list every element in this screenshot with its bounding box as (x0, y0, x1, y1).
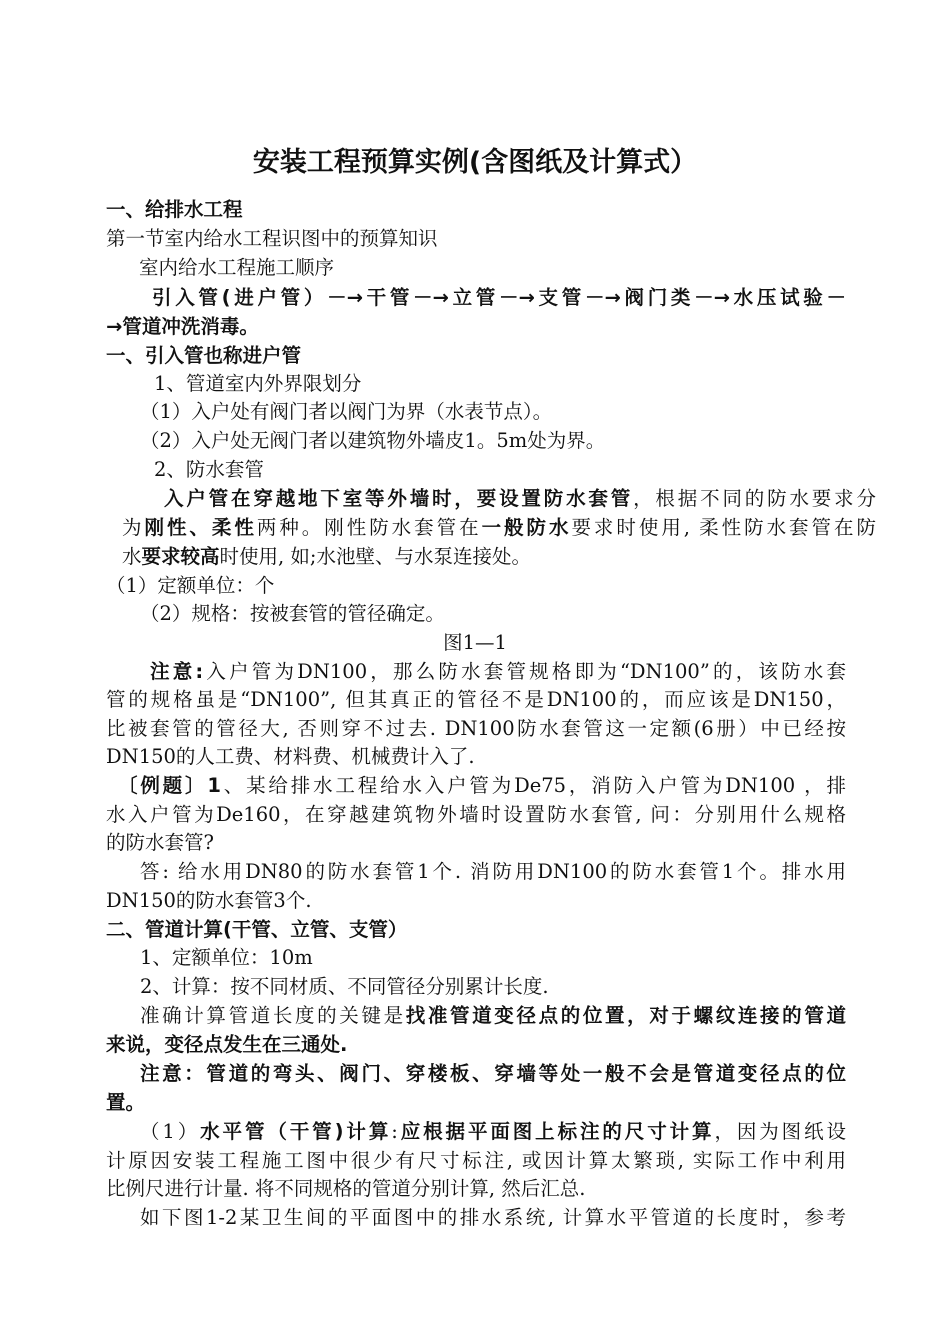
sleeve-para-line-3 (122, 543, 531, 571)
item-boundary-1: （1）入户处有阀门者以阀门为界（水表节点）。 (140, 400, 553, 423)
text: 两种。刚性防水套管在 (256, 516, 482, 539)
key-line-1 (140, 1002, 846, 1030)
document-title: 安装工程预算实例(含图纸及计算式） (252, 147, 698, 178)
text: 、某给排水工程给水入户管为De75，消防入户管为DN100 ，排 (220, 774, 846, 797)
emphasis: 水平管（干管)计算 (200, 1120, 392, 1143)
last-line: 如下图1-2某卫生间的平面图中的排水系统, 计算水平管道的长度时，参考 (140, 1206, 846, 1229)
figure-caption-1-1: 图1—1 (443, 631, 507, 654)
note1-line-3: 比被套管的管径大, 否则穿不过去. DN100防水套管这一定额(6册）中已经按 (106, 717, 846, 740)
section-heading-drainage: 一、给排水工程 (106, 198, 243, 221)
emphasis: 刚性、柔性 (144, 516, 257, 539)
text: : (391, 1120, 398, 1143)
note2-line-1: 注意：管道的弯头、阀门、穿楼板、穿墙等处一般不会是管道变径点的位 (140, 1062, 846, 1085)
text: 水 (122, 545, 142, 568)
horizontal-pipe-line-3: 比例尺进行计量. 将不同规格的管道分别计算, 然后汇总. (106, 1177, 586, 1200)
text: ，因为图纸设 (714, 1120, 846, 1143)
example-line-2: 水入户管为De160，在穿越建筑物外墙时设置防水套管, 问：分别用什么规格 (106, 803, 846, 826)
horizontal-pipe-line-1 (140, 1118, 846, 1146)
text: 为 (122, 516, 145, 539)
item-boundary-2: （2）入户处无阀门者以建筑物外墙皮1。5m处为界。 (140, 429, 606, 452)
emphasis: 应根据平面图上标注的尺寸计算 (397, 1120, 715, 1143)
item-waterproof-sleeve: 2、防水套管 (154, 458, 264, 481)
emphasis: 入户管在穿越地下室等外墙时，要设置防水套管 (164, 487, 634, 510)
note1-line-2: 管的规格虽是“DN100”, 但其真正的管径不是DN100的，而应该是DN150， (106, 688, 846, 711)
note-label: 注意: (150, 660, 204, 683)
text: 准确计算管道长度的关键是 (140, 1004, 406, 1027)
sleeve-para-line-1 (164, 485, 876, 513)
pipe-quota-unit: 1、定额单位：10m (140, 946, 313, 969)
emphasis: 找准管道变径点的位置，对于螺纹连接的管道 (405, 1004, 846, 1027)
key-line-2: 来说，变径点发生在三通处. (106, 1033, 348, 1056)
sequence-line-2: →管道冲洗消毒。 (106, 315, 259, 338)
quota-unit: （1）定额单位：个 (106, 574, 275, 597)
answer-line-1: 答: 给水用DN80的防水套管1个. 消防用DN100的防水套管1个。排水用 (140, 860, 846, 883)
horizontal-pipe-line-2: 计原因安装工程施工图中很少有尺寸标注, 或因计算太繁琐, 实际工作中利用 (106, 1149, 846, 1172)
emphasis: 要求较高 (141, 545, 220, 568)
text: ，根据不同的防水要求分 (633, 487, 876, 510)
spec-rule: （2）规格：按被套管的管径确定。 (140, 602, 445, 625)
example-line-1 (118, 772, 846, 800)
text: 时使用, 如;水池壁、与水泵连接处。 (219, 545, 531, 568)
text: （1） (140, 1120, 201, 1143)
example-line-3: 的防水套管? (106, 831, 214, 854)
item-boundary: 1、管道室内外界限划分 (154, 372, 362, 395)
subsection-heading: 第一节室内给水工程识图中的预算知识 (106, 227, 438, 250)
note1-line-4: DN150的人工费、材料费、机械费计入了. (106, 745, 475, 768)
note1-line-1 (150, 658, 846, 686)
note2-line-2: 置。 (106, 1091, 146, 1114)
text: 要求时使用, 柔性防水套管在防 (571, 516, 876, 539)
pipe-calc-rule: 2、计算：按不同材质、不同管径分别累计长度. (140, 975, 549, 998)
sequence-line-1: 引入管(进户管）－→干管－→立管－→支管－→阀门类－→水压试验－ (152, 286, 846, 309)
example-label: 〔例题〕1 (118, 774, 221, 797)
text: 入户管为DN100，那么防水套管规格即为“DN100”的，该防水套 (203, 660, 846, 683)
heading-pipe-calc: 二、管道计算(干管、立管、支管） (106, 918, 408, 941)
sequence-title: 室内给水工程施工顺序 (139, 256, 335, 279)
sleeve-para-line-2 (122, 514, 876, 542)
heading-inlet-pipe: 一、引入管也称进户管 (106, 344, 302, 367)
emphasis: 一般防水 (481, 516, 572, 539)
answer-line-2: DN150的防水套管3个. (106, 889, 312, 912)
